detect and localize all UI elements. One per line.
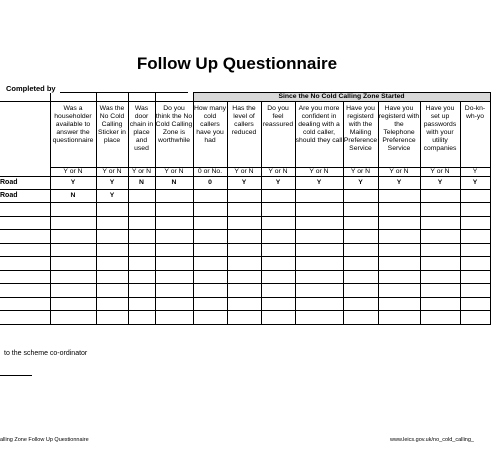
answer-cell [96, 257, 128, 271]
answer-cell: 0 [193, 177, 227, 190]
answer-cell: N [155, 177, 193, 190]
answer-cell [420, 311, 460, 325]
answer-cell [343, 284, 378, 298]
answer-cell [193, 190, 227, 203]
answer-cell: Y [96, 190, 128, 203]
question-header-11: Have you set up passwords with your utility companies [420, 102, 460, 168]
answer-cell [193, 203, 227, 217]
answer-cell [460, 203, 490, 217]
answer-cell: Y [96, 177, 128, 190]
empty-table-row [0, 270, 490, 284]
answer-cell [261, 257, 295, 271]
answer-cell [128, 203, 155, 217]
answer-cell [343, 230, 378, 244]
answer-cell [261, 284, 295, 298]
section-banner-row [0, 93, 490, 102]
empty-table-row [0, 311, 490, 325]
answer-cell [460, 257, 490, 271]
empty-table-row [0, 203, 490, 217]
answer-cell [460, 284, 490, 298]
answer-cell [460, 216, 490, 230]
answer-cell [420, 190, 460, 203]
question-header-2: Was the No Cold Calling Sticker in place [96, 102, 128, 168]
answer-cell [155, 243, 193, 257]
row-label [0, 203, 50, 217]
table-row [0, 190, 490, 203]
row-label [0, 311, 50, 325]
answer-cell [128, 243, 155, 257]
question-header-1: Was a householder available to answer the questionnaire [50, 102, 96, 168]
answer-cell [343, 243, 378, 257]
answer-cell [420, 284, 460, 298]
answer-cell [155, 203, 193, 217]
answer-cell [227, 257, 261, 271]
answer-cell [155, 216, 193, 230]
answer-hint-1: Y or N [50, 168, 96, 177]
answer-cell [193, 243, 227, 257]
answer-cell [343, 311, 378, 325]
answer-cell [420, 203, 460, 217]
answer-cell [295, 203, 343, 217]
answer-cell [155, 311, 193, 325]
table-row [0, 177, 490, 190]
answer-cell [227, 284, 261, 298]
answer-cell [343, 270, 378, 284]
answer-cell: Y [261, 177, 295, 190]
answer-cell [50, 284, 96, 298]
answer-cell [295, 190, 343, 203]
answer-cell [227, 243, 261, 257]
answer-cell [343, 203, 378, 217]
answer-cell [193, 284, 227, 298]
question-header-12: Do-kn-wh-yo [460, 102, 490, 168]
answer-cell [420, 257, 460, 271]
answer-hint-11: Y or N [420, 168, 460, 177]
question-header-row [0, 102, 490, 168]
answer-cell: Y [295, 177, 343, 190]
answer-cell [378, 203, 420, 217]
answer-cell [343, 297, 378, 311]
answer-cell [420, 243, 460, 257]
answer-cell [420, 270, 460, 284]
question-header-8: Are you more confident in dealing with a cold caller, should they call [295, 102, 343, 168]
answer-hint-4: Y or N [155, 168, 193, 177]
answer-cell [96, 243, 128, 257]
answer-cell [378, 190, 420, 203]
answer-cell [128, 257, 155, 271]
question-header-7: Do you feel reassured [261, 102, 295, 168]
question-header-6: Has the level of callers reduced [227, 102, 261, 168]
footer-title: alling Zone Follow Up Questionnaire [0, 437, 89, 443]
answer-cell [420, 230, 460, 244]
signature-line [0, 375, 32, 376]
answer-cell [193, 257, 227, 271]
answer-cell [128, 270, 155, 284]
answer-cell [343, 190, 378, 203]
answer-cell [295, 257, 343, 271]
answer-hint-12: Y [460, 168, 490, 177]
answer-cell [155, 284, 193, 298]
answer-cell [50, 203, 96, 217]
answer-cell [96, 284, 128, 298]
answer-cell [460, 297, 490, 311]
answer-cell [295, 284, 343, 298]
row-label [0, 270, 50, 284]
questionnaire-table [0, 92, 491, 325]
question-header-3: Was door chain in place and used [128, 102, 155, 168]
answer-cell [193, 311, 227, 325]
answer-cell [96, 311, 128, 325]
answer-cell [261, 190, 295, 203]
answer-cell [227, 203, 261, 217]
page-title: Follow Up Questionnaire [136, 54, 338, 73]
footer-url: www.leics.gov.uk/no_cold_calling_ [390, 437, 474, 443]
answer-cell: Y [460, 177, 490, 190]
answer-cell [227, 311, 261, 325]
answer-hint-7: Y or N [261, 168, 295, 177]
answer-cell [50, 270, 96, 284]
answer-cell [460, 270, 490, 284]
completed-by-label: Completed by [6, 84, 56, 93]
answer-cell [155, 297, 193, 311]
answer-cell [460, 311, 490, 325]
answer-hint-6: Y or N [227, 168, 261, 177]
answer-cell: Y [378, 177, 420, 190]
answer-cell [261, 216, 295, 230]
empty-table-row [0, 257, 490, 271]
answer-cell: Y [343, 177, 378, 190]
answer-cell [295, 216, 343, 230]
answer-cell [128, 297, 155, 311]
answer-cell [378, 270, 420, 284]
answer-cell [261, 243, 295, 257]
empty-table-row [0, 216, 490, 230]
answer-hint-row [0, 168, 490, 177]
answer-hint-10: Y or N [378, 168, 420, 177]
answer-cell [420, 297, 460, 311]
answer-cell [155, 230, 193, 244]
answer-cell [96, 270, 128, 284]
answer-cell [128, 216, 155, 230]
row-label [0, 216, 50, 230]
question-header-4: Do you think the No Cold Calling Zone is worthwhile [155, 102, 193, 168]
answer-hint-8: Y or N [295, 168, 343, 177]
answer-cell: Y [420, 177, 460, 190]
answer-cell [155, 270, 193, 284]
banner-spacer-cell [128, 93, 155, 102]
row-label [0, 230, 50, 244]
answer-cell: N [50, 190, 96, 203]
banner-spacer-cell [155, 93, 193, 102]
answer-cell [261, 311, 295, 325]
answer-cell [50, 257, 96, 271]
answer-cell [378, 297, 420, 311]
answer-cell [193, 297, 227, 311]
answer-cell: N [128, 177, 155, 190]
answer-cell [295, 243, 343, 257]
answer-cell [343, 216, 378, 230]
answer-cell [227, 190, 261, 203]
answer-cell [193, 216, 227, 230]
answer-cell [193, 230, 227, 244]
row-label [0, 297, 50, 311]
row-label [0, 243, 50, 257]
answer-cell [378, 257, 420, 271]
answer-cell [460, 230, 490, 244]
answer-cell [261, 297, 295, 311]
label-column-cell [0, 168, 50, 177]
answer-cell [128, 311, 155, 325]
answer-cell [193, 270, 227, 284]
answer-hint-9: Y or N [343, 168, 378, 177]
answer-cell [460, 190, 490, 203]
answer-cell: Y [50, 177, 96, 190]
answer-cell [227, 230, 261, 244]
answer-cell [378, 311, 420, 325]
answer-cell [96, 203, 128, 217]
answer-cell [261, 230, 295, 244]
answer-hint-5: 0 or No. [193, 168, 227, 177]
answer-cell [155, 190, 193, 203]
empty-table-row [0, 243, 490, 257]
answer-cell [96, 216, 128, 230]
question-header-10: Have you registerd with the Telephone Preference Service [378, 102, 420, 168]
answer-cell [128, 284, 155, 298]
answer-cell [295, 230, 343, 244]
note-text: to the scheme co-ordinator [4, 350, 88, 357]
question-header-9: Have you registerd with the Mailing Preference Service [343, 102, 378, 168]
answer-cell [50, 297, 96, 311]
answer-cell [227, 216, 261, 230]
answer-cell [378, 243, 420, 257]
answer-cell [295, 270, 343, 284]
answer-cell [50, 230, 96, 244]
answer-cell [378, 216, 420, 230]
answer-cell [261, 203, 295, 217]
answer-cell [378, 230, 420, 244]
answer-cell [155, 257, 193, 271]
row-label: Road [0, 190, 50, 203]
row-label [0, 284, 50, 298]
answer-cell [50, 216, 96, 230]
banner-spacer-cell [50, 93, 96, 102]
answer-cell: Y [227, 177, 261, 190]
answer-cell [50, 243, 96, 257]
answer-cell [460, 243, 490, 257]
row-label: Road [0, 177, 50, 190]
answer-cell [227, 297, 261, 311]
answer-cell [96, 297, 128, 311]
label-column-cell [0, 93, 50, 102]
answer-hint-3: Y or N [128, 168, 155, 177]
answer-cell [420, 216, 460, 230]
answer-cell [227, 270, 261, 284]
answer-cell [261, 270, 295, 284]
banner-spacer-cell [96, 93, 128, 102]
empty-table-row [0, 284, 490, 298]
empty-table-row [0, 230, 490, 244]
answer-cell [50, 311, 96, 325]
answer-hint-2: Y or N [96, 168, 128, 177]
answer-cell [295, 297, 343, 311]
empty-table-row [0, 297, 490, 311]
answer-cell [128, 190, 155, 203]
label-column-cell [0, 102, 50, 168]
answer-cell [128, 230, 155, 244]
row-label [0, 257, 50, 271]
answer-cell [378, 284, 420, 298]
answer-cell [96, 230, 128, 244]
question-header-5: How many cold callers have you had [193, 102, 227, 168]
answer-cell [295, 311, 343, 325]
since-banner: Since the No Cold Calling Zone Started [193, 93, 490, 102]
answer-cell [343, 257, 378, 271]
